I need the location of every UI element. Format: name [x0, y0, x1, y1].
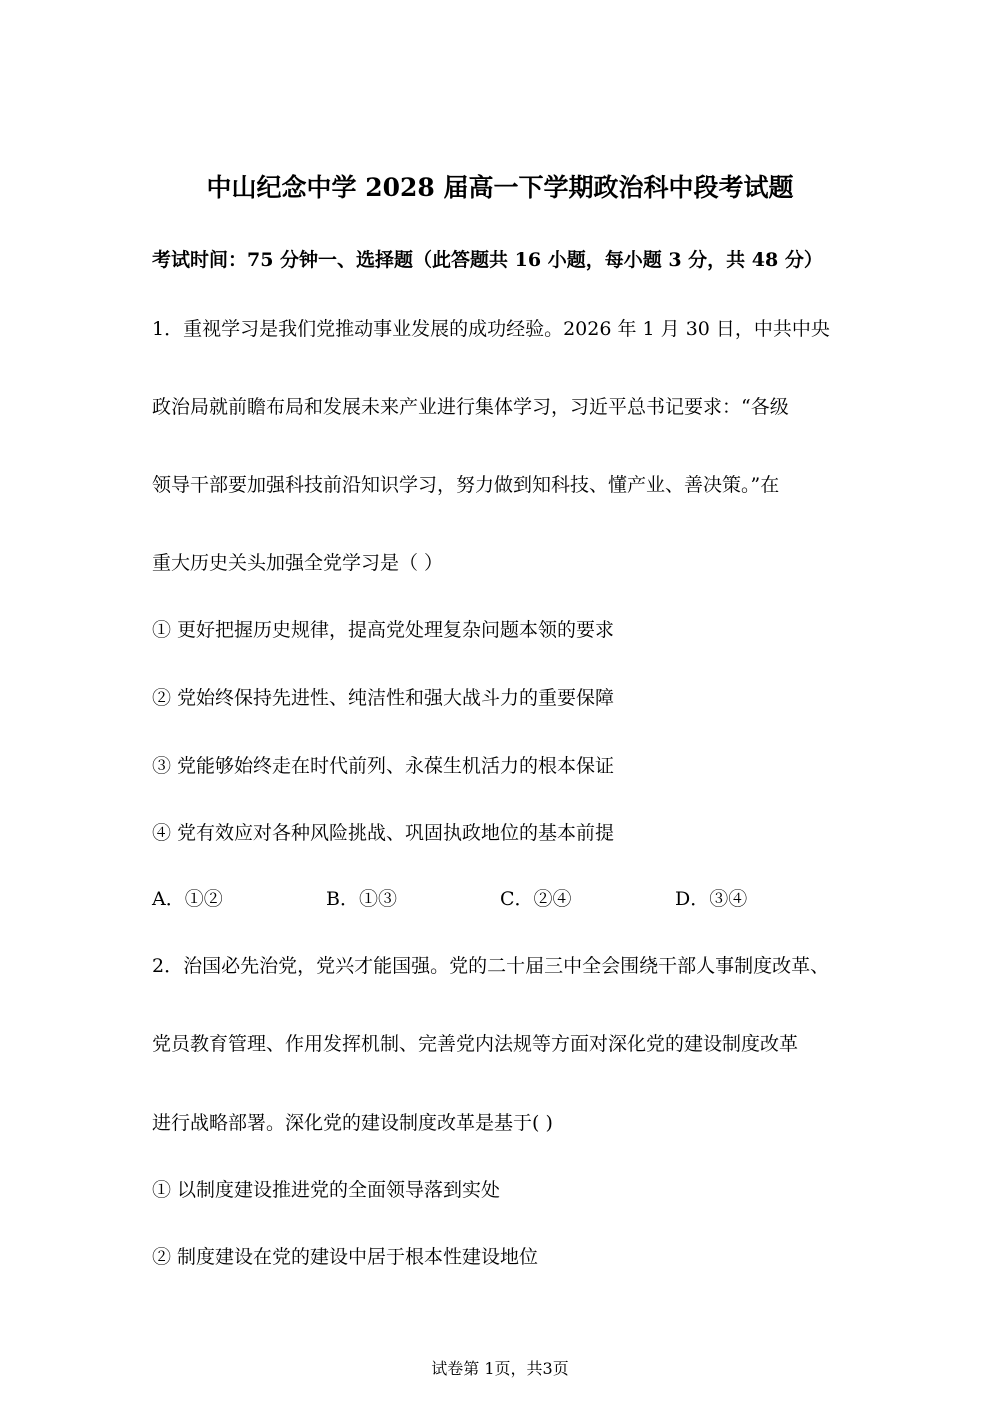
option-d: D．③④: [675, 888, 748, 910]
question-1-statement: ① 更好把握历史规律，提高党处理复杂问题本领的要求: [152, 619, 615, 641]
question-1-line: 1．重视学习是我们党推动事业发展的成功经验。2026 年 1 月 30 日，中共中央: [152, 318, 830, 340]
exam-title: 中山纪念中学 2028 届高一下学期政治科中段考试题: [206, 173, 794, 202]
question-1-line: 政治局就前瞻布局和发展未来产业进行集体学习，习近平总书记要求：“各级: [152, 396, 789, 418]
option-c: C．②④: [500, 888, 572, 910]
question-2-line: 党员教育管理、作用发挥机制、完善党内法规等方面对深化党的建设制度改革: [152, 1033, 799, 1055]
question-2-line: 2．治国必先治党，党兴才能国强。党的二十届三中全会围绕干部人事制度改革、: [152, 955, 830, 977]
question-1-statement: ③ 党能够始终走在时代前列、永葆生机活力的根本保证: [152, 755, 615, 777]
question-2-statement: ② 制度建设在党的建设中居于根本性建设地位: [152, 1246, 539, 1268]
option-a: A．①②: [152, 888, 223, 910]
question-2-line: 进行战略部署。深化党的建设制度改革是基于( ): [152, 1112, 553, 1134]
question-1-statement: ② 党始终保持先进性、纯洁性和强大战斗力的重要保障: [152, 687, 615, 709]
exam-info: 考试时间：75 分钟一、选择题（此答题共 16 小题，每小题 3 分，共 48 分）: [152, 249, 823, 271]
question-2-statement: ① 以制度建设推进党的全面领导落到实处: [152, 1179, 501, 1201]
page-footer: 试卷第 1页，共3页: [431, 1359, 569, 1378]
question-1-line: 领导干部要加强科技前沿知识学习，努力做到知科技、懂产业、善决策。”在: [152, 474, 780, 496]
question-1-statement: ④ 党有效应对各种风险挑战、巩固执政地位的基本前提: [152, 822, 615, 844]
question-1-line: 重大历史关头加强全党学习是（ ）: [152, 552, 444, 574]
option-b: B．①③: [326, 888, 397, 910]
